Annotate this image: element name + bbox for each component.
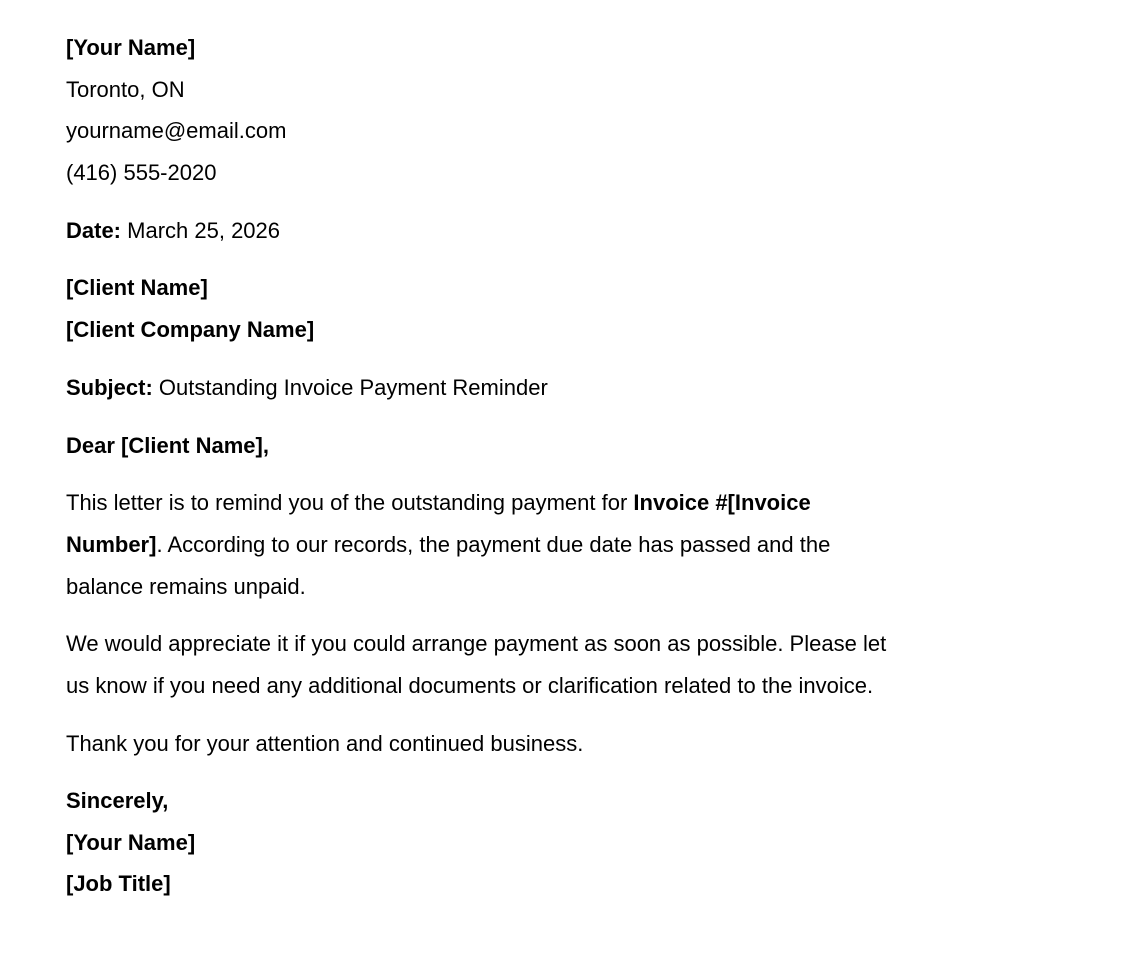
paragraph2-line1: We would appreciate it if you could arrange payment as soon as possible. Please let bbox=[66, 631, 887, 656]
subject-label: Subject: bbox=[66, 375, 153, 400]
date-value: March 25, 2026 bbox=[127, 218, 281, 243]
date-label: Date: bbox=[66, 218, 122, 243]
salutation: Dear [Client Name], bbox=[66, 433, 269, 458]
recipient-name: [Client Name] bbox=[66, 275, 208, 300]
sender-name: [Your Name] bbox=[66, 35, 196, 60]
invoice-number: Invoice #[Invoice bbox=[633, 490, 811, 515]
closing-valediction: Sincerely, bbox=[66, 788, 169, 813]
date-line bbox=[66, 210, 280, 252]
sender-email: yourname@email.com bbox=[66, 118, 287, 143]
sender-city: Toronto, ON bbox=[66, 77, 185, 102]
invoice-number-cont: Number] bbox=[66, 532, 157, 557]
closing-name: [Your Name] bbox=[66, 830, 196, 855]
paragraph1-line3: balance remains unpaid. bbox=[66, 574, 306, 599]
paragraph2-line2: us know if you need any additional documents or clarification related to the invoice. bbox=[66, 673, 874, 698]
p1-text: This letter is to remind you of the outstanding payment for bbox=[66, 490, 634, 515]
subject-value: Outstanding Invoice Payment Reminder bbox=[158, 375, 548, 400]
recipient-company: [Client Company Name] bbox=[66, 317, 315, 342]
paragraph1-line1 bbox=[66, 482, 811, 524]
paragraph3: Thank you for your attention and continued business. bbox=[66, 731, 584, 756]
p1-text: . According to our records, the payment due date has passed and the bbox=[156, 532, 831, 557]
subject-line bbox=[66, 367, 548, 409]
paragraph1-line2 bbox=[66, 524, 830, 566]
closing-title: [Job Title] bbox=[66, 871, 171, 896]
sender-phone: (416) 555-2020 bbox=[66, 160, 217, 185]
